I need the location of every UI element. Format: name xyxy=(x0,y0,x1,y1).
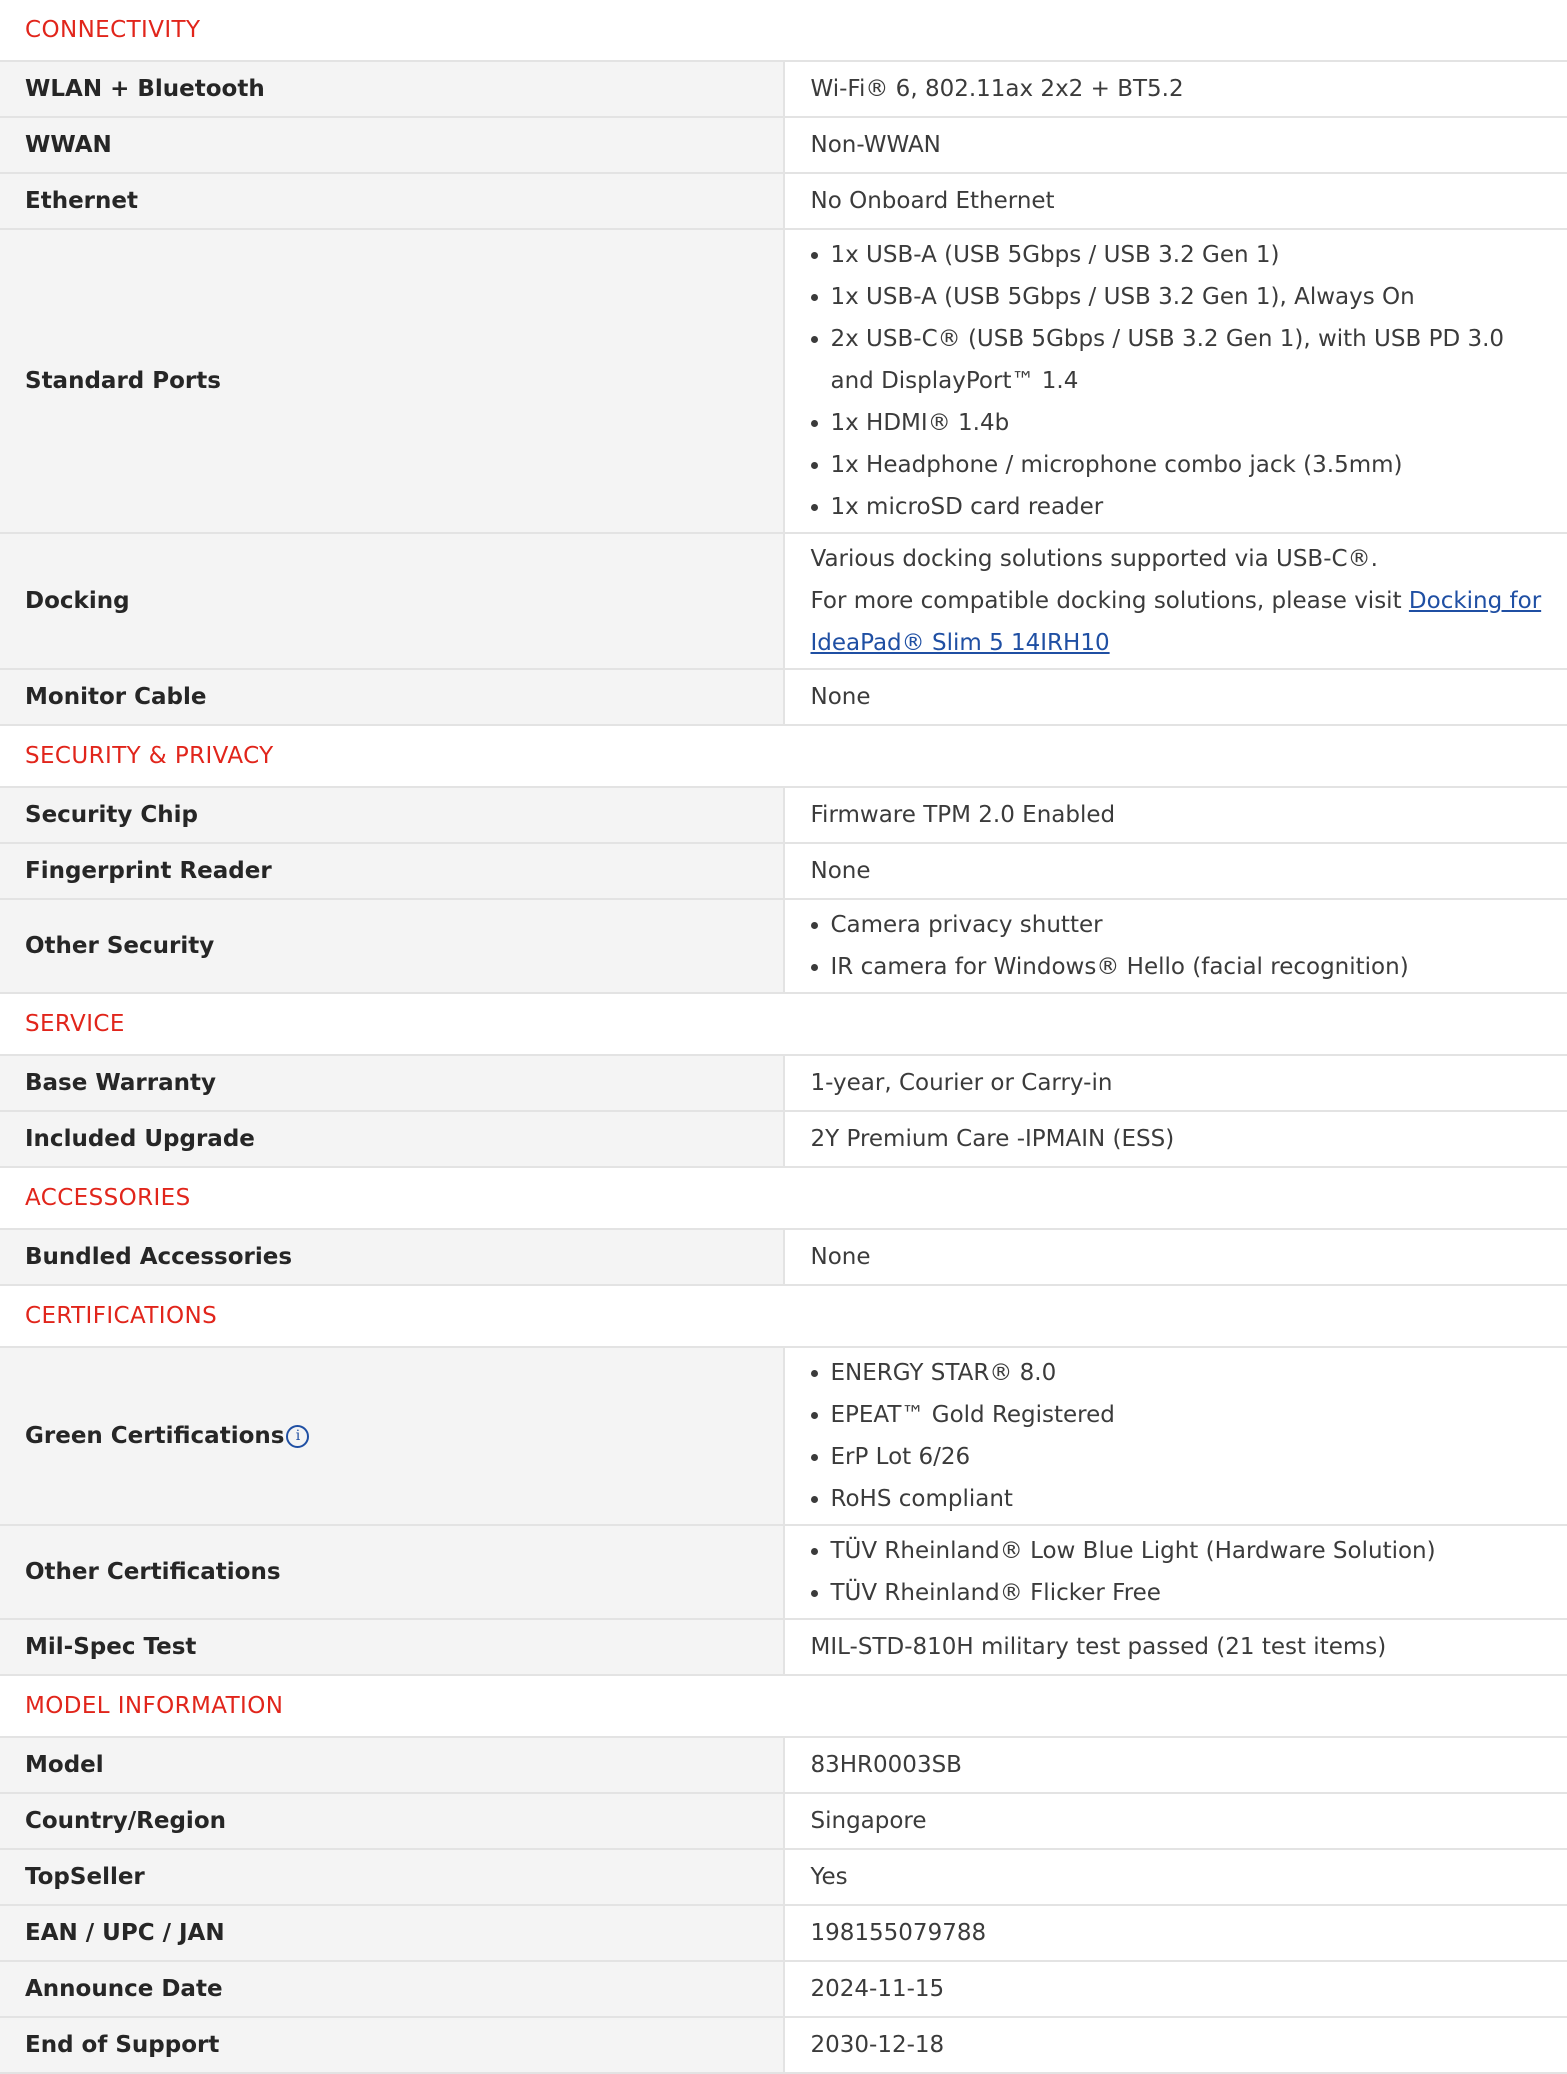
spec-value-text: Various docking solutions supported via USB-C®. xyxy=(811,546,1378,572)
spec-value-cell xyxy=(784,787,1567,843)
spec-value-cell xyxy=(784,1619,1567,1675)
spec-row-topseller xyxy=(0,1849,1567,1905)
info-icon[interactable]: i xyxy=(286,1425,309,1448)
spec-label: WWAN xyxy=(25,132,112,158)
spec-label-cell xyxy=(0,1525,784,1619)
spec-label: Model xyxy=(25,1752,104,1778)
section-title: SECURITY & PRIVACY xyxy=(0,725,1567,787)
spec-label: Country/Region xyxy=(25,1808,226,1834)
spec-label: Other Security xyxy=(25,933,214,959)
section-header-security-privacy xyxy=(0,725,1567,787)
spec-row-standard-ports xyxy=(0,229,1567,533)
spec-value-cell xyxy=(784,1347,1567,1525)
spec-bullet-item: • 2x USB-C® (USB 5Gbps / USB 3.2 Gen 1), with USB PD 3.0 and DisplayPort™ 1.4 xyxy=(831,318,1548,402)
spec-bullet-list xyxy=(811,1352,1548,1520)
spec-value: None xyxy=(811,858,871,884)
spec-row-green-certifications xyxy=(0,1347,1567,1525)
spec-row-wlan-bluetooth xyxy=(0,61,1567,117)
spec-row-fingerprint-reader xyxy=(0,843,1567,899)
spec-bullet-item: • ErP Lot 6/26 xyxy=(831,1436,1548,1478)
spec-value: 198155079788 xyxy=(811,1920,987,1946)
spec-label: Green Certifications xyxy=(25,1423,284,1449)
spec-value: Non-WWAN xyxy=(811,132,941,158)
spec-label-cell xyxy=(0,229,784,533)
spec-label: Security Chip xyxy=(25,802,198,828)
spec-row-security-chip xyxy=(0,787,1567,843)
spec-value: Firmware TPM 2.0 Enabled xyxy=(811,802,1116,828)
spec-value-cell xyxy=(784,1961,1567,2017)
spec-row-announce-date xyxy=(0,1961,1567,2017)
spec-row-ethernet xyxy=(0,173,1567,229)
spec-row-base-warranty xyxy=(0,1055,1567,1111)
spec-value-cell xyxy=(784,1111,1567,1167)
spec-row-mil-spec-test xyxy=(0,1619,1567,1675)
spec-value-cell xyxy=(784,1793,1567,1849)
spec-value-cell xyxy=(784,117,1567,173)
spec-value-cell xyxy=(784,173,1567,229)
spec-bullet-item: • 1x Headphone / microphone combo jack (3.5mm) xyxy=(831,444,1548,486)
spec-value-cell xyxy=(784,533,1567,669)
spec-label-cell xyxy=(0,117,784,173)
spec-bullet-list xyxy=(811,904,1548,988)
spec-bullet-item: • EPEAT™ Gold Registered xyxy=(831,1394,1548,1436)
spec-label: Fingerprint Reader xyxy=(25,858,272,884)
spec-value: No Onboard Ethernet xyxy=(811,188,1055,214)
spec-label: Included Upgrade xyxy=(25,1126,255,1152)
spec-value-cell xyxy=(784,1905,1567,1961)
spec-value-cell xyxy=(784,61,1567,117)
spec-label-cell xyxy=(0,2017,784,2073)
spec-value-cell xyxy=(784,2017,1567,2073)
section-header-service xyxy=(0,993,1567,1055)
spec-value-cell xyxy=(784,1055,1567,1111)
section-header-connectivity xyxy=(0,0,1567,61)
section-header-model-information xyxy=(0,1675,1567,1737)
spec-bullet-item: • 1x USB-A (USB 5Gbps / USB 3.2 Gen 1), Always On xyxy=(831,276,1548,318)
spec-row-included-upgrade xyxy=(0,1111,1567,1167)
section-title: CONNECTIVITY xyxy=(0,0,1567,61)
spec-label-cell xyxy=(0,1347,784,1525)
spec-bullet-item: • TÜV Rheinland® Low Blue Light (Hardware Solution) xyxy=(831,1530,1548,1572)
section-title: ACCESSORIES xyxy=(0,1167,1567,1229)
spec-label: Docking xyxy=(25,588,130,614)
spec-bullet-list xyxy=(811,234,1548,528)
spec-value: Singapore xyxy=(811,1808,927,1834)
spec-label-cell xyxy=(0,843,784,899)
section-header-certifications xyxy=(0,1285,1567,1347)
spec-value: Wi-Fi® 6, 802.11ax 2x2 + BT5.2 xyxy=(811,76,1184,102)
spec-value: 1-year, Courier or Carry-in xyxy=(811,1070,1113,1096)
spec-bullet-item: • Camera privacy shutter xyxy=(831,904,1548,946)
spec-value-cell xyxy=(784,229,1567,533)
spec-value: None xyxy=(811,1244,871,1270)
spec-label: Standard Ports xyxy=(25,368,221,394)
spec-value: 2030-12-18 xyxy=(811,2032,945,2058)
spec-label-cell xyxy=(0,1737,784,1793)
spec-value: 83HR0003SB xyxy=(811,1752,962,1778)
spec-label-cell xyxy=(0,1905,784,1961)
docking-link[interactable]: Docking for IdeaPad® Slim 5 14IRH10 xyxy=(811,588,1542,656)
spec-label-cell xyxy=(0,1849,784,1905)
spec-bullet-item: • RoHS compliant xyxy=(831,1478,1548,1520)
spec-value-line xyxy=(811,580,1548,664)
spec-row-monitor-cable xyxy=(0,669,1567,725)
spec-label-cell xyxy=(0,1619,784,1675)
spec-label: EAN / UPC / JAN xyxy=(25,1920,225,1946)
spec-label-cell xyxy=(0,173,784,229)
spec-label: Base Warranty xyxy=(25,1070,216,1096)
spec-label-cell xyxy=(0,787,784,843)
spec-value-cell xyxy=(784,1737,1567,1793)
spec-value-cell xyxy=(784,899,1567,993)
spec-bullet-item: • 1x microSD card reader xyxy=(831,486,1548,528)
spec-bullet-item: • IR camera for Windows® Hello (facial recognition) xyxy=(831,946,1548,988)
spec-label: Ethernet xyxy=(25,188,138,214)
spec-value-cell xyxy=(784,669,1567,725)
spec-row-bundled-accessories xyxy=(0,1229,1567,1285)
spec-label: Other Certifications xyxy=(25,1559,281,1585)
spec-row-other-certifications xyxy=(0,1525,1567,1619)
spec-label: Monitor Cable xyxy=(25,684,206,710)
spec-label-cell xyxy=(0,899,784,993)
spec-row-model xyxy=(0,1737,1567,1793)
spec-label: Bundled Accessories xyxy=(25,1244,292,1270)
spec-label-cell xyxy=(0,1961,784,2017)
spec-label-cell xyxy=(0,1229,784,1285)
section-header-accessories xyxy=(0,1167,1567,1229)
spec-bullet-list xyxy=(811,1530,1548,1614)
spec-row-country-region xyxy=(0,1793,1567,1849)
spec-label: TopSeller xyxy=(25,1864,145,1890)
spec-label-cell xyxy=(0,61,784,117)
spec-value-cell xyxy=(784,1525,1567,1619)
spec-bullet-item: • TÜV Rheinland® Flicker Free xyxy=(831,1572,1548,1614)
spec-value-line xyxy=(811,538,1548,580)
spec-value: 2024-11-15 xyxy=(811,1976,945,2002)
spec-bullet-item: • ENERGY STAR® 8.0 xyxy=(831,1352,1548,1394)
spec-value-cell xyxy=(784,843,1567,899)
spec-row-ean-upc-jan xyxy=(0,1905,1567,1961)
spec-value: Yes xyxy=(811,1864,848,1890)
section-title: CERTIFICATIONS xyxy=(0,1285,1567,1347)
spec-label-cell xyxy=(0,1793,784,1849)
spec-value-cell xyxy=(784,1849,1567,1905)
spec-value: 2Y Premium Care -IPMAIN (ESS) xyxy=(811,1126,1175,1152)
spec-label-cell xyxy=(0,533,784,669)
spec-bullet-item: • 1x USB-A (USB 5Gbps / USB 3.2 Gen 1) xyxy=(831,234,1548,276)
spec-value-text: For more compatible docking solutions, please visit xyxy=(811,588,1409,614)
spec-label: End of Support xyxy=(25,2032,219,2058)
section-title: MODEL INFORMATION xyxy=(0,1675,1567,1737)
spec-row-end-of-support xyxy=(0,2017,1567,2073)
section-title: SERVICE xyxy=(0,993,1567,1055)
spec-label: Mil-Spec Test xyxy=(25,1634,196,1660)
spec-bullet-item: • 1x HDMI® 1.4b xyxy=(831,402,1548,444)
spec-row-docking xyxy=(0,533,1567,669)
spec-label-cell xyxy=(0,669,784,725)
spec-label: WLAN + Bluetooth xyxy=(25,76,265,102)
spec-label-cell xyxy=(0,1111,784,1167)
spec-value-cell xyxy=(784,1229,1567,1285)
spec-row-wwan xyxy=(0,117,1567,173)
spec-value: None xyxy=(811,684,871,710)
spec-label-cell xyxy=(0,1055,784,1111)
spec-row-other-security xyxy=(0,899,1567,993)
spec-label: Announce Date xyxy=(25,1976,223,2002)
spec-value: MIL-STD-810H military test passed (21 test items) xyxy=(811,1634,1387,1660)
